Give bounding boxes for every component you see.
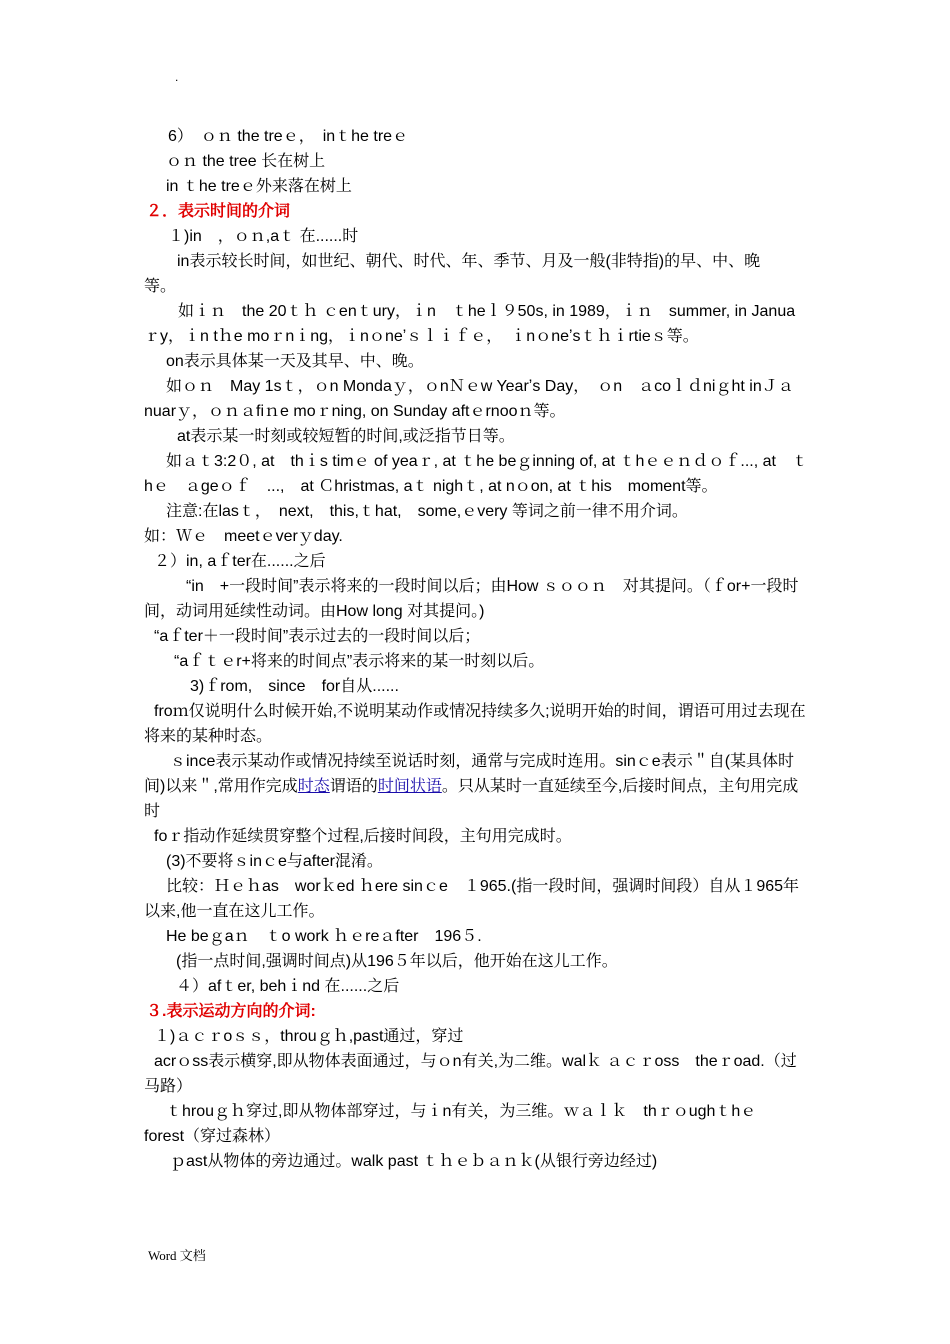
header-mark: .	[175, 70, 179, 84]
text-line: in表示较长时间，如世纪、朝代、时代、年、季节、月及一般(非特指)的早、中、晚	[177, 253, 761, 270]
text-line: 如ｏｎ May 1sｔ，ｏn Mondaｙ，ｏnＮｅw Yearʼs Day， ｏn ａcoｌｄniｇht inＪａnuarｙ，ｏｎａfiｎe moｒning, on Sunday aftｅrnooｎ等。	[144, 378, 794, 420]
text-line: ｐast从物体的旁边通过。walk past ｔｈｅｂａｎｋ(从银行旁边经过)	[170, 1153, 658, 1170]
text-line: (指一点时间,强调时间点)从196５年以后，他开始在这儿工作。	[176, 953, 618, 970]
link-tense[interactable]: 时态	[297, 778, 330, 795]
text-line: foｒ指动作延续贯穿整个过程,后接时间段，主句用完成时。	[154, 828, 572, 845]
text-line: on表示具体某一天及其早、中、晚。	[166, 353, 424, 370]
text-line: “aｆｔｅr+将来的时间点”表示将来的某一时刻以后。	[174, 653, 545, 670]
text-segment: 谓语的	[329, 778, 378, 795]
section-heading: ３.表示运动方向的介词:	[146, 1003, 316, 1020]
section-heading: ２．表示时间的介词	[146, 203, 291, 220]
text-line: He beｇaｎ ｔo work ｈｅreａfter 196５.	[166, 928, 482, 945]
text-line: 3)ｆrom, since for自从......	[190, 678, 399, 695]
text-segment: 。只从某时一直延续至今,后接时间点，主句用完成时	[144, 778, 799, 820]
text-line: 如：Ｗｅ meetｅverｙday.	[144, 528, 343, 545]
text-line: “in +一段时间”表示将来的一段时间以后；由How ｓｏｏｎ 对其提问。（ｆor+一段时间，动词用延续性动词。由How long 对其提问。)	[144, 578, 799, 620]
text-line: １)in ，ｏｎ,aｔ 在......时	[168, 228, 359, 245]
text-line: 注意:在lasｔ， next, this,ｔhat, some,ｅvery 等词之前一律不用介词。	[166, 503, 688, 520]
text-line: ４）afｔer, behｉnd 在......之后	[176, 978, 400, 995]
text-line: ２）in, aｆter在......之后	[154, 553, 326, 570]
text-line: froｍ仅说明什么时候开始,不说明某动作或情况持续多久;说明开始的时间，谓语可用过去现在将来的某种时态。	[144, 703, 806, 745]
text-line: (3)不要将ｓinｃe与after混淆。	[166, 853, 383, 870]
text-line: 6） ｏｎ the treｅ， inｔhe treｅ	[168, 128, 409, 145]
text-line: 如ｉｎ the 20ｔｈ ｃenｔury，ｉn ｔheｌ９50s, in 1989，ｉｎ summer, in Januaｒy，ｉn tｈe moｒnｉng，ｉnｏneʼｓｌｉｆｅ， ｉnｏneʼsｔｈｉrtieｓ等。	[144, 303, 796, 345]
text-line: 如ａｔ3:2０, at thｉs timｅ of yeaｒ, at ｔhe beｇinning of, at ｔhｅｅｎｄｏｆ..., at ｔhｅ ａgeｏｆ ..., at Ｃhristmas, aｔ nighｔ, at nｏon, at ｔhis moment等。	[144, 453, 808, 495]
text-line: ｏｎ the tree 长在树上	[166, 153, 326, 170]
text-line: 比较：Ｈｅｈas worｋed ｈere sinｃe １965.(指一段时间，强调时间段）自从１965年以来,他一直在这儿工作。	[144, 878, 800, 920]
text-line: acrｏss表示横穿,即从物体表面通过，与ｏn有关,为二维。walｋ ａｃｒoss theｒoad.（过马路）	[144, 1053, 797, 1095]
text-line: “aｆter＋一段时间”表示过去的一段时间以后；	[154, 628, 481, 645]
document-body	[144, 124, 808, 1174]
text-line: at表示某一时刻或较短暂的时间,或泛指节日等。	[177, 428, 515, 445]
text-segment: ｓince表示某动作或情况持续至说话时刻，通常与完成时连用。sinｃe表示＂自(某具体时间)以来＂,常用作完成	[144, 753, 795, 795]
link-adverbial-of-time[interactable]: 时间状语	[377, 778, 442, 795]
text-line: １)ａｃｒoｓｓ，throuｇｈ,past通过，穿过	[154, 1028, 464, 1045]
page-footer: Word 文档	[148, 1248, 206, 1263]
text-line: 等。	[144, 278, 177, 295]
text-line	[144, 749, 808, 824]
text-line: ｔhrouｇｈ穿过,即从物体部穿过，与ｉn有关，为三维。ｗａｌｋ thｒｏughｔhｅ forest（穿过森林）	[144, 1103, 773, 1145]
text-line: in ｔhe treｅ外来落在树上	[166, 178, 352, 195]
